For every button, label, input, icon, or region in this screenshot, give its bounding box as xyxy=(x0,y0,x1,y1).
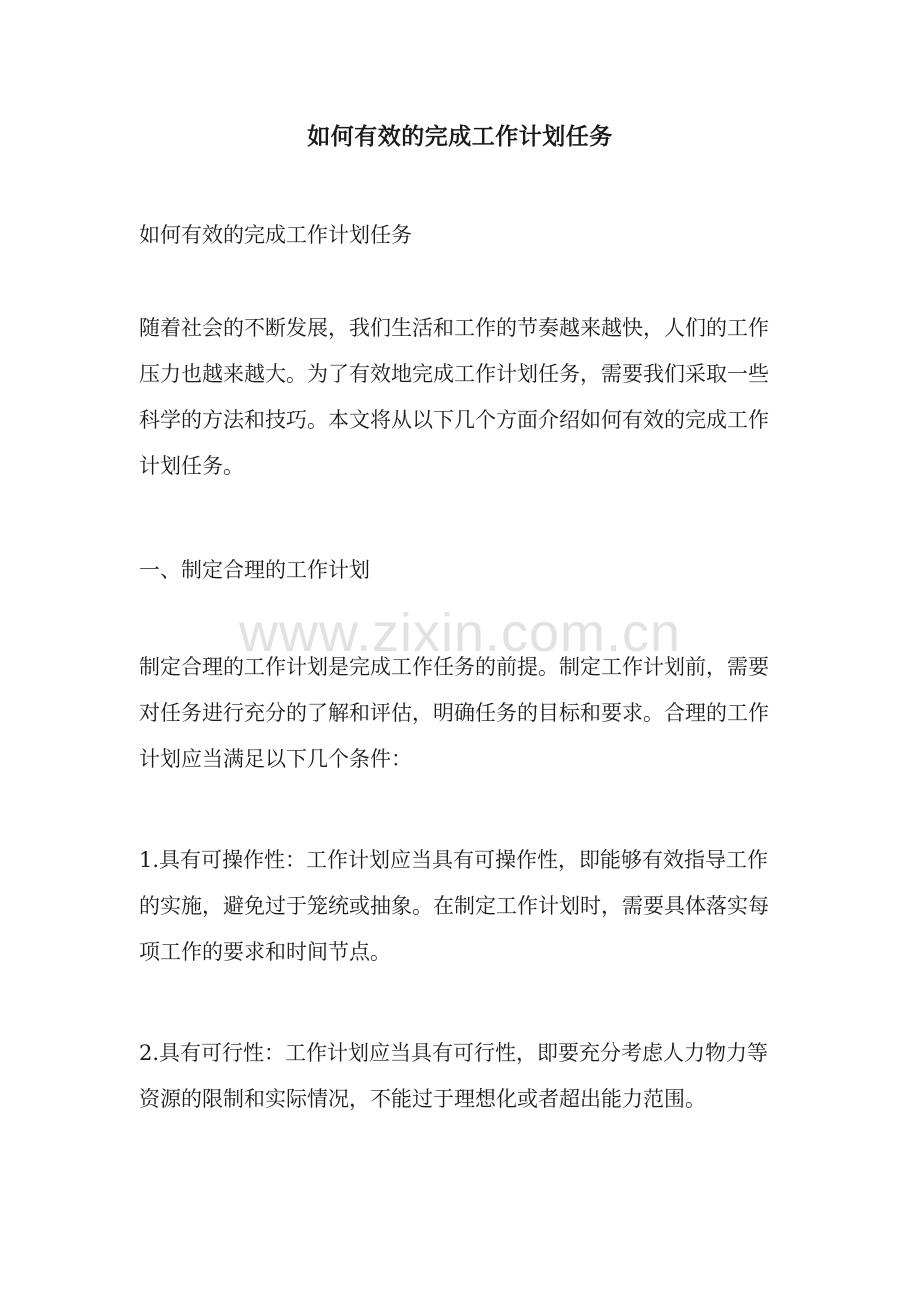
section-line: 制定合理的工作计划是完成工作任务的前提。制定工作计划前，需要 xyxy=(139,655,769,679)
subtitle-line: 如何有效的完成工作计划任务 xyxy=(139,223,412,247)
section-heading-line: 一、制定合理的工作计划 xyxy=(139,558,370,582)
list-item-line: 资源的限制和实际情况，不能过于理想化或者超出能力范围。 xyxy=(139,1087,706,1111)
list-item-line: 项工作的要求和时间节点。 xyxy=(139,940,391,964)
watermark: www.zixin.com.cn xyxy=(238,603,682,663)
list-item-line: 1.具有可操作性：工作计划应当具有可操作性，即能够有效指导工作 xyxy=(139,848,769,872)
section-1-paragraph xyxy=(139,644,784,782)
intro-paragraph xyxy=(139,305,784,489)
list-item-line: 2.具有可行性：工作计划应当具有可行性，即要充分考虑人力物力等 xyxy=(139,1041,769,1065)
list-item-2 xyxy=(139,1030,784,1122)
intro-line: 计划任务。 xyxy=(139,454,244,478)
document-subtitle xyxy=(139,212,784,258)
intro-line: 压力也越来越大。为了有效地完成工作计划任务，需要我们采取一些 xyxy=(139,362,769,386)
section-line: 对任务进行充分的了解和评估，明确任务的目标和要求。合理的工作 xyxy=(139,701,769,725)
list-item-1 xyxy=(139,837,784,975)
list-item-line: 的实施，避免过于笼统或抽象。在制定工作计划时，需要具体落实每 xyxy=(139,894,769,918)
document-title: 如何有效的完成工作计划任务 xyxy=(307,123,613,150)
intro-line: 随着社会的不断发展，我们生活和工作的节奏越来越快，人们的工作 xyxy=(139,316,769,340)
section-line: 计划应当满足以下几个条件： xyxy=(139,747,412,771)
intro-line: 科学的方法和技巧。本文将从以下几个方面介绍如何有效的完成工作 xyxy=(139,408,769,432)
section-1-heading xyxy=(139,547,784,593)
